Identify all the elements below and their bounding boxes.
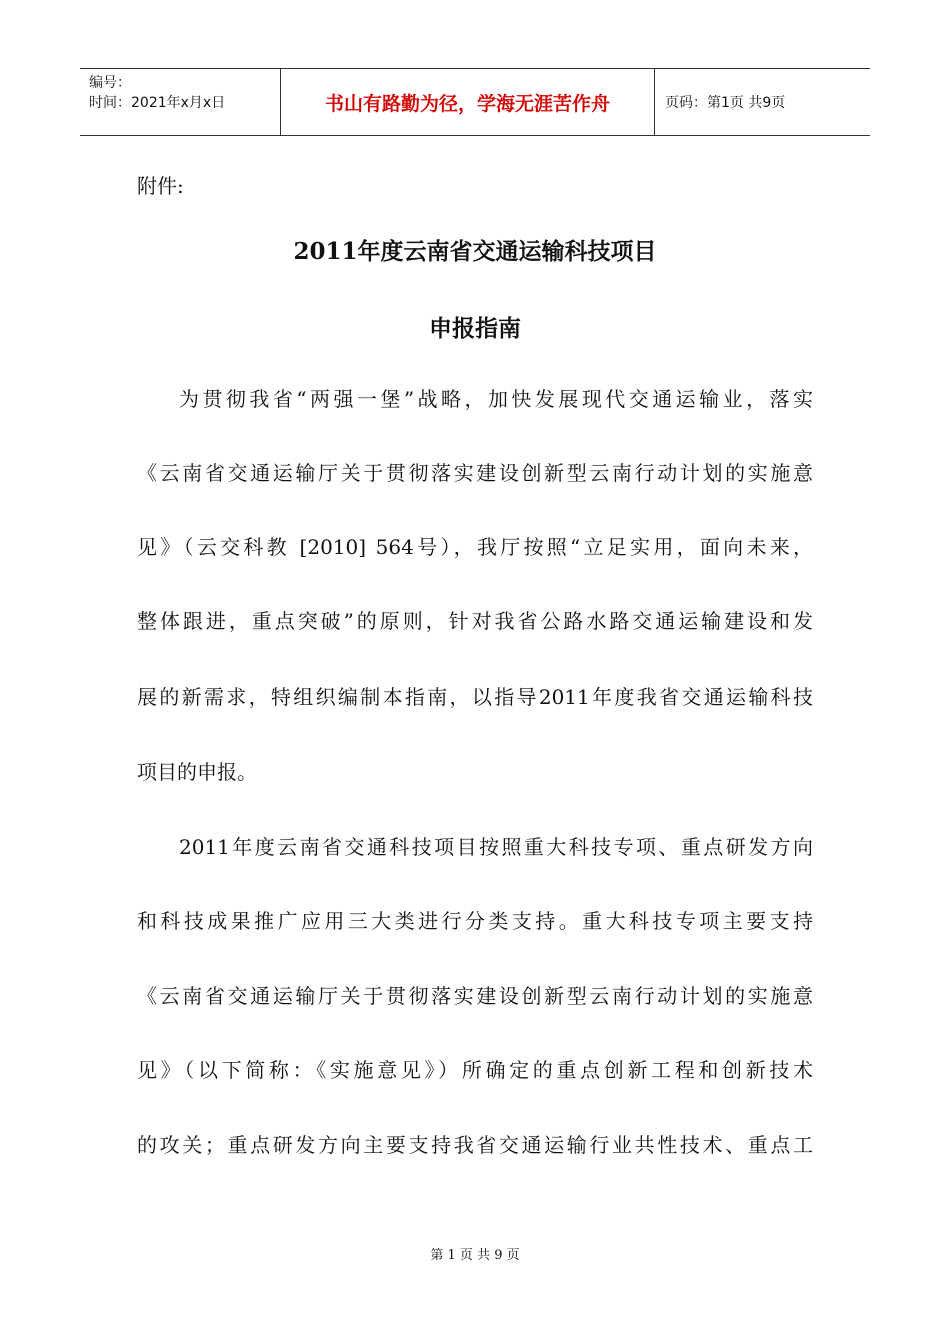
time-label: 时间：2021年x月x日 [89, 95, 226, 111]
page-info: 页码：第1页 共9页 [665, 95, 786, 111]
page-footer: 第 1 页 共 9 页 [430, 1248, 520, 1263]
paragraph-line: 见》（以下简称：《实施意见》）所确定的重点创新工程和创新技术 [137, 1058, 813, 1082]
document-subtitle: 申报指南 [429, 315, 521, 342]
paragraph-line: 2011年度云南省交通科技项目按照重大科技专项、重点研发方向 [179, 835, 813, 859]
paragraph-line: 为贯彻我省“两强一堡”战略，加快发展现代交通运输业，落实 [179, 387, 813, 411]
paragraph-line: 《云南省交通运输厅关于贯彻落实建设创新型云南行动计划的实施意 [137, 984, 813, 1008]
header-meta-cell [80, 69, 281, 135]
paragraph-line: 项目的申报。 [137, 760, 257, 784]
paragraph-line: 见》（云交科教 [2010] 564号），我厅按照“立足实用，面向未来， [137, 535, 813, 559]
paragraph-line: 和科技成果推广应用三大类进行分类支持。重大科技专项主要支持 [137, 909, 813, 933]
header-table [80, 68, 870, 136]
motto-text: 书山有路勤为径，学海无涯苦作舟 [324, 92, 610, 115]
paragraph-line: 展的新需求，特组织编制本指南，以指导2011年度我省交通运输科技 [137, 685, 813, 709]
number-label: 编号： [89, 75, 131, 91]
paragraph-line: 《云南省交通运输厅关于贯彻落实建设创新型云南行动计划的实施意 [137, 461, 813, 485]
attachment-label: 附件: [137, 174, 184, 198]
header-motto-cell [281, 69, 655, 135]
paragraph-line: 的攻关；重点研发方向主要支持我省交通运输行业共性技术、重点工 [137, 1133, 813, 1157]
paragraph-line: 整体跟进，重点突破”的原则，针对我省公路水路交通运输建设和发 [137, 609, 813, 633]
document-title: 2011年度云南省交通运输科技项目 [293, 238, 657, 265]
header-page-cell [655, 69, 870, 135]
